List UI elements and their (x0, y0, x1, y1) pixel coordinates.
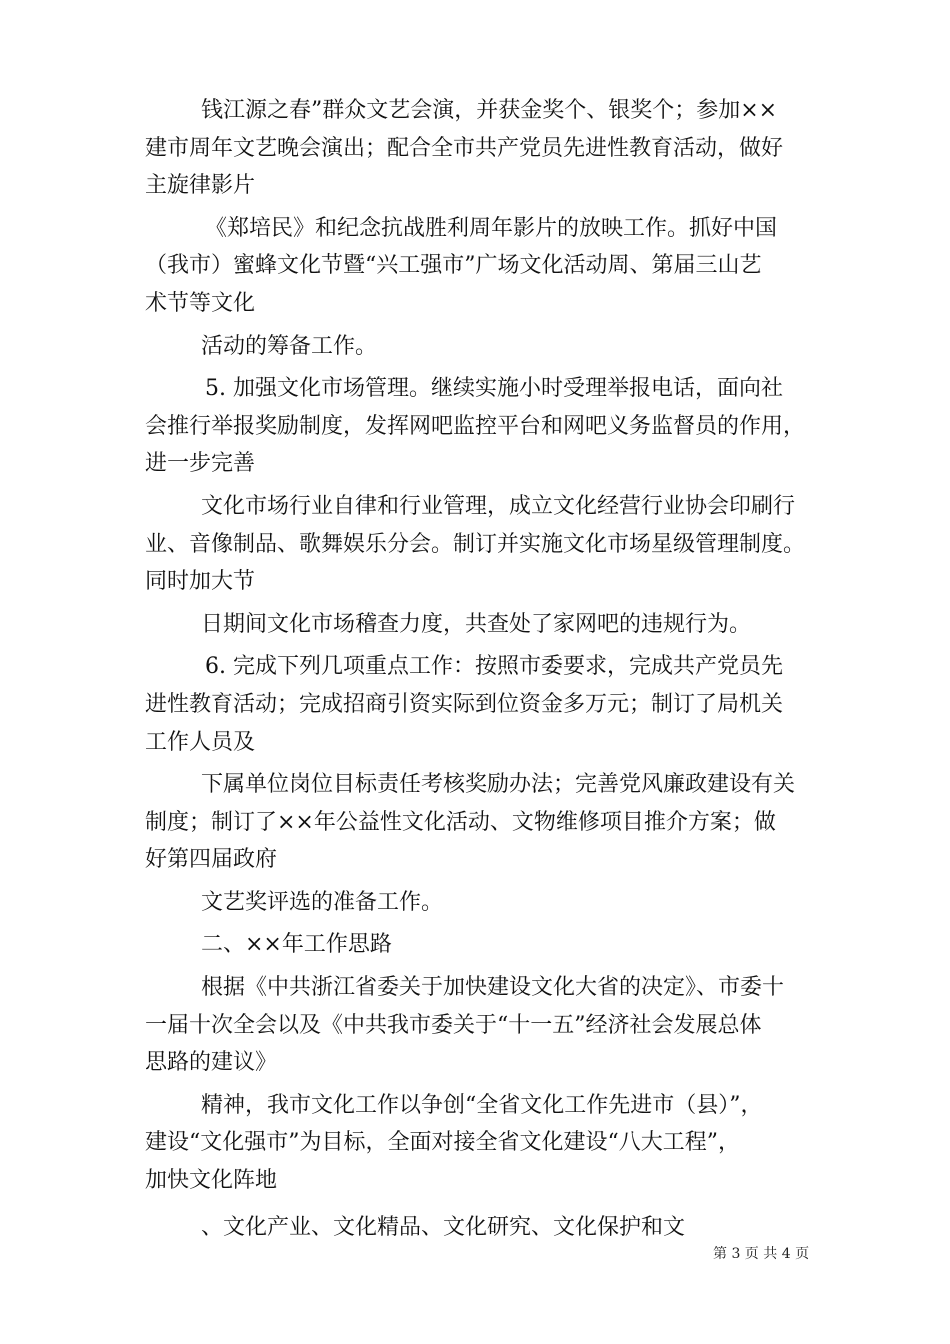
text-line: 文艺奖评选的准备工作。 (201, 889, 444, 915)
text-line: 同时加大节 (145, 569, 256, 595)
text-line: （我市）蜜蜂文化节暨“兴工强市”广场文化活动周、第届三山艺 (145, 253, 762, 279)
text-line: 进一步完善 (145, 451, 256, 477)
text-line: 《郑培民》和纪念抗战胜利周年影片的放映工作。抓好中国 (205, 215, 778, 241)
text-line: 活动的筹备工作。 (201, 333, 378, 359)
text-line: 术节等文化 (145, 290, 256, 316)
text-line: 、文化产业、文化精品、文化研究、文化保护和文 (201, 1214, 686, 1240)
text-line: 业、音像制品、歌舞娱乐分会。制订并实施文化市场星级管理制度。 (145, 531, 806, 557)
text-line: 文化市场行业自律和行业管理，成立文化经营行业协会印刷行 (201, 493, 796, 519)
body-text (145, 92, 810, 1246)
section-heading: 二、××年工作思路 (201, 932, 392, 958)
text-line: 建市周年文艺晚会演出；配合全市共产党员先进性教育活动，做好 (145, 135, 784, 161)
page-number-footer: 第 3 页 共 4 页 (713, 1246, 810, 1262)
text-line: 精神，我市文化工作以争创“全省文化工作先进市（县）”， (201, 1092, 763, 1118)
text-line: 思路的建议》 (145, 1050, 278, 1076)
text-line: 好第四届政府 (145, 847, 278, 873)
text-line: 一届十次全会以及《中共我市委关于“十一五”经济社会发展总体 (145, 1012, 762, 1038)
text-line: 下属单位岗位目标责任考核奖励办法；完善党风廉政建设有关 (201, 772, 796, 798)
text-line: 主旋律影片 (145, 173, 256, 199)
text-line: 工作人员及 (145, 729, 256, 755)
text-line: 制度；制订了××年公益性文化活动、文物维修项目推介方案；做 (145, 809, 776, 835)
text-line: 加快文化阵地 (145, 1168, 278, 1194)
text-line: 会推行举报奖励制度，发挥网吧监控平台和网吧义务监督员的作用， (145, 413, 806, 439)
text-line: 5. 加强文化市场管理。继续实施小时受理举报电话，面向社 (205, 376, 783, 402)
text-line: 日期间文化市场稽查力度，共查处了家网吧的违规行为。 (201, 611, 752, 637)
text-line: 建设“文化强市”为目标，全面对接全省文化建设“八大工程”， (145, 1130, 740, 1156)
text-line: 钱江源之春”群众文艺会演，并获金奖个、银奖个；参加×× (201, 98, 778, 123)
text-line: 进性教育活动；完成招商引资实际到位资金多万元；制订了局机关 (145, 691, 784, 717)
text-line: 6. 完成下列几项重点工作：按照市委要求，完成共产党员先 (205, 654, 783, 680)
text-line: 根据《中共浙江省委关于加快建设文化大省的决定》、市委十 (201, 975, 785, 1001)
